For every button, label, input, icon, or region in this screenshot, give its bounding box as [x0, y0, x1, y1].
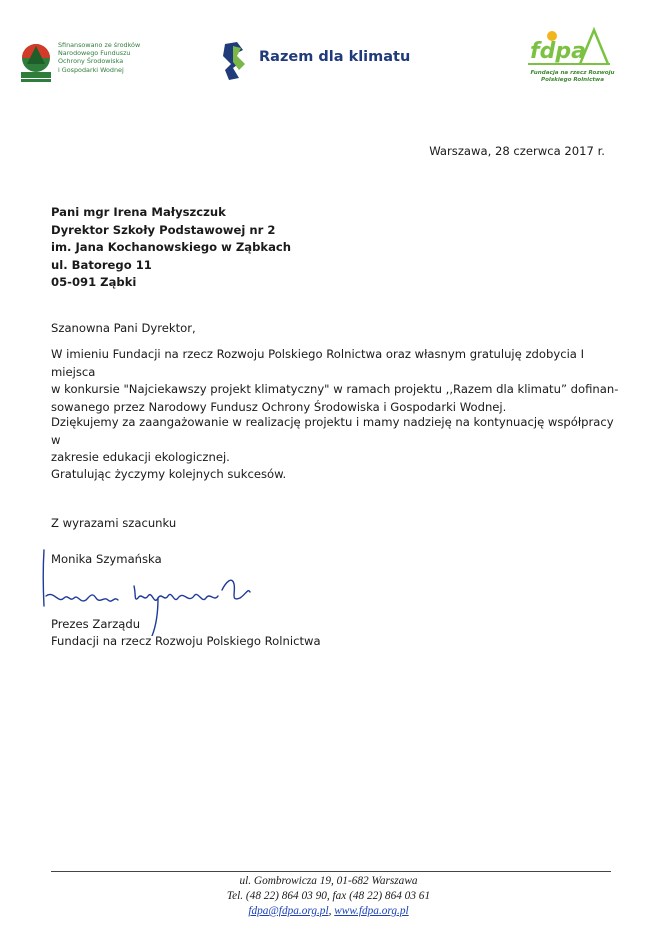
fdpa-logo-text: fdpa	[530, 39, 586, 64]
recipient-street: ul. Batorego 11	[51, 257, 152, 272]
body-paragraph-3: Gratulując życzymy kolejnych sukcesów.	[51, 467, 287, 481]
closing: Z wyrazami szacunku	[51, 516, 177, 530]
recipient-city: 05-091 Ząbki	[51, 275, 137, 289]
fdpa-logo-icon	[524, 24, 614, 72]
salutation: Szanowna Pani Dyrektor,	[51, 321, 196, 335]
signer-organization: Fundacji na rzecz Rozwoju Polskiego Rolnictwa	[51, 634, 321, 648]
fdpa-subtitle: Fundacja na rzecz Rozwoju Polskiego Rolnictwa	[530, 70, 615, 84]
footer-contact	[0, 874, 657, 919]
footer-phone: Tel. (48 22) 864 03 90, fax (48 22) 864 03 61	[226, 890, 431, 902]
footer-address: ul. Gombrowicza 19, 01-682 Warszawa	[239, 875, 418, 887]
letter-date: Warszawa, 28 czerwca 2017 r.	[429, 144, 605, 158]
body-paragraph-2: Dziękujemy za zaangażowanie w realizację projektu i mamy nadzieję na kontynuację współpracy w zakresie edukacji ekologicznej.	[51, 415, 614, 464]
recipient-title: Dyrektor Szkoły Podstawowej nr 2	[51, 222, 276, 237]
footer-website-link[interactable]: www.fdpa.org.pl	[334, 905, 409, 917]
nfos-funding-text: Sfinansowano ze środków Narodowego Funduszu Ochrony Środowiska i Gospodarki Wodnej	[58, 41, 141, 74]
footer-email-link[interactable]: fdpa@fdpa.org.pl	[248, 905, 329, 917]
signer-role: Prezes Zarządu	[51, 617, 141, 631]
recipient-address	[51, 204, 291, 292]
signer-name: Monika Szymańska	[51, 552, 162, 566]
campaign-title: Razem dla klimatu	[259, 49, 411, 65]
footer-link-separator: ,	[328, 905, 335, 917]
recipient-school: im. Jana Kochanowskiego w Ząbkach	[51, 240, 292, 254]
body-paragraph-1: W imieniu Fundacji na rzecz Rozwoju Polskiego Rolnictwa oraz własnym gratuluję zdobycia I miejsca w konkursie "Najciekawszy projekt klimatyczny" w ramach projektu ,,Razem dla klimatu” dofinan- sowanego przez Narodowy Fundusz Ochrony Środowiska i Gospodarki Wodnej.	[51, 347, 619, 414]
footer-links	[0, 904, 657, 919]
recipient-name: Pani mgr Irena Małyszczuk	[51, 205, 226, 219]
footer-divider	[51, 871, 611, 872]
